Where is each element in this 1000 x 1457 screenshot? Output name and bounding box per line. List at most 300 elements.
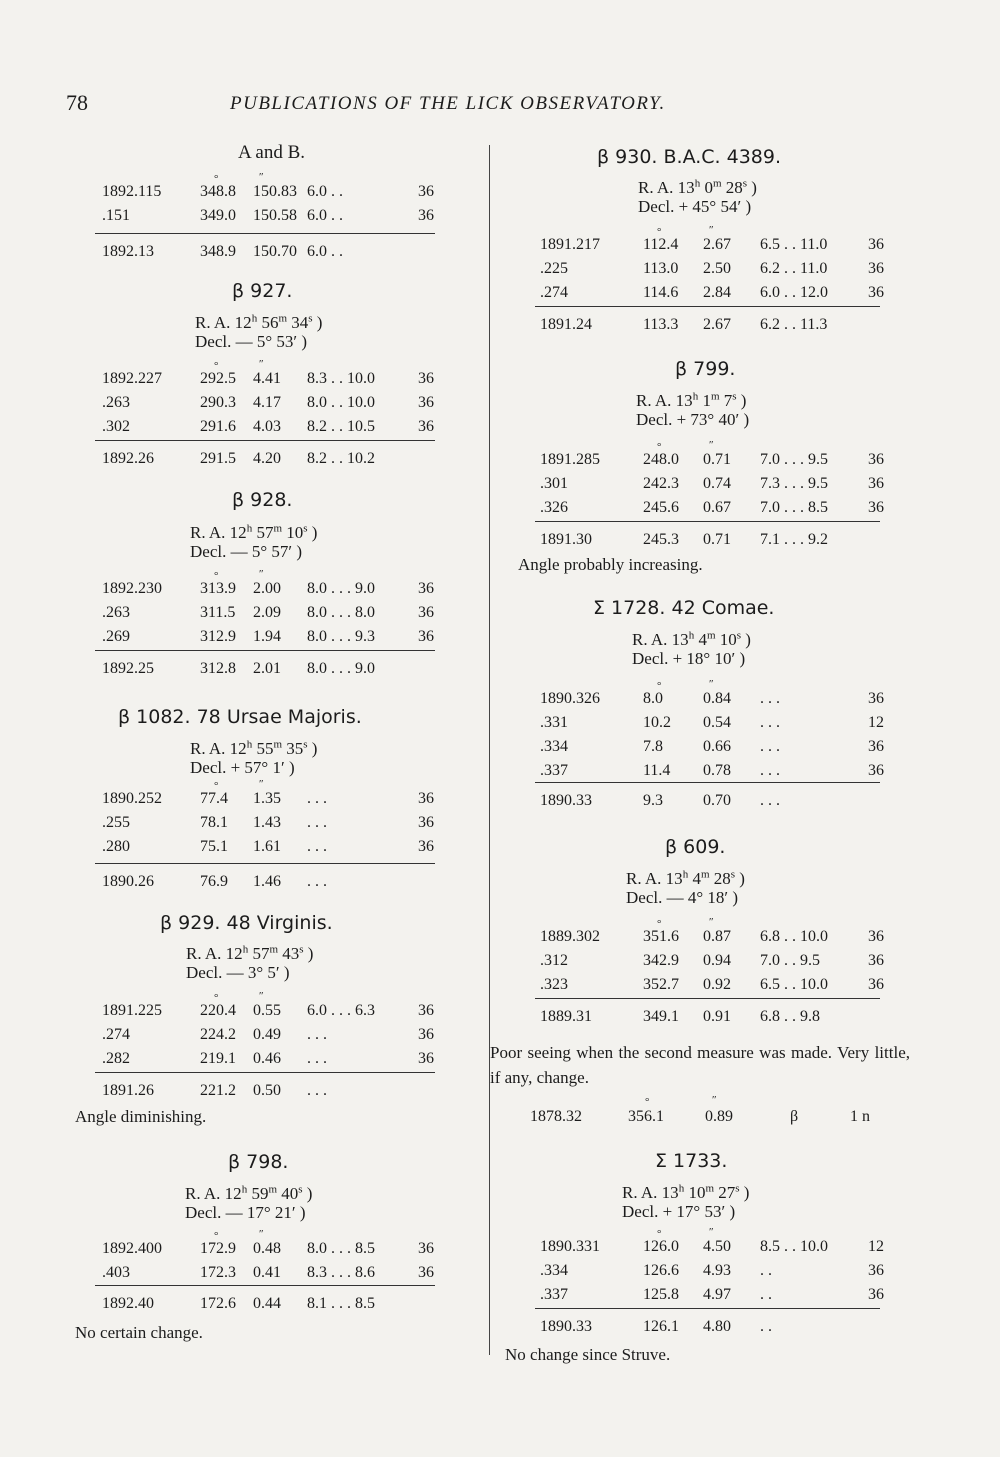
observation-row-cell: 8.0 . . 10.0 <box>307 394 375 411</box>
star-title: β 927. <box>232 280 293 302</box>
ra-seconds: 7 <box>719 391 733 410</box>
arcsec-mark: ″ <box>712 1094 717 1106</box>
mean-row-cell: 1889.31 <box>540 1008 592 1025</box>
observation-row-cell: 11.4 <box>643 762 671 779</box>
brace-bottom: ) <box>739 410 750 429</box>
observation-row-cell: .282 <box>102 1050 130 1067</box>
mean-row-cell: 150.70 <box>253 243 297 260</box>
arcsec-mark: ″ <box>259 171 264 183</box>
right-ascension <box>638 178 757 197</box>
arcsec-mark: ″ <box>259 990 264 1002</box>
decl-value: Decl. + 57° 1′ <box>190 758 285 777</box>
ra-minutes: 1 <box>698 391 711 410</box>
observation-row-cell: 311.5 <box>200 604 236 621</box>
observation-row-cell: 0.94 <box>703 952 731 969</box>
mean-row-cell: . . . <box>760 792 780 809</box>
ra-minutes: 10 <box>684 1183 706 1202</box>
observation-row-cell: 348.8 <box>200 183 236 200</box>
observation-row-cell: . . <box>760 1262 772 1279</box>
decl-value: Decl. — 17° 21′ <box>185 1203 296 1222</box>
ra-hours: R. A. 12 <box>190 739 247 758</box>
brace-top: ) <box>739 1183 750 1202</box>
mean-row-cell: 1890.26 <box>102 873 154 890</box>
mean-rule <box>535 1308 880 1309</box>
observation-row-cell: 6.0 . . <box>307 183 343 200</box>
ra-second-unit: s <box>735 1182 740 1195</box>
ra-hour-unit: h <box>682 868 689 881</box>
declination <box>622 1202 749 1221</box>
mean-row-cell: 0.44 <box>253 1295 281 1312</box>
observation-row-cell: 292.5 <box>200 370 236 387</box>
star-title: β 930. B.A.C. 4389. <box>597 146 782 168</box>
observation-row-cell: 8.0 . . . 8.0 <box>307 604 375 621</box>
ra-hour-unit: h <box>688 629 695 642</box>
observation-row-cell: 126.6 <box>643 1262 679 1279</box>
declination <box>190 758 317 777</box>
arcsec-mark: ″ <box>259 778 264 790</box>
observation-row-cell: . . . <box>760 714 780 731</box>
mean-row-cell: 1890.33 <box>540 792 592 809</box>
mean-row-cell: 113.3 <box>643 316 679 333</box>
observation-row-cell: 2.09 <box>253 604 281 621</box>
observation-row-cell: .337 <box>540 762 568 779</box>
observation-row-cell: 36 <box>418 1002 434 1019</box>
mean-rule <box>535 998 880 999</box>
observation-row-cell: 36 <box>418 790 434 807</box>
brace-bottom: ) <box>295 1203 306 1222</box>
ra-minutes: 4 <box>688 869 701 888</box>
declination <box>195 332 322 351</box>
observation-row-cell: .403 <box>102 1264 130 1281</box>
ra-hours: R. A. 13 <box>638 178 695 197</box>
mean-row-cell: 4.20 <box>253 450 281 467</box>
observation-row-cell: 349.0 <box>200 207 236 224</box>
degree-mark: ° <box>214 780 219 792</box>
ra-hour-unit: h <box>242 943 249 956</box>
degree-mark: ° <box>214 360 219 372</box>
ra-minute-unit: m <box>278 312 287 325</box>
declination <box>185 1203 312 1222</box>
observation-row-cell: 125.8 <box>643 1286 679 1303</box>
arcsec-mark: ″ <box>259 358 264 370</box>
observation-row-cell: 0.92 <box>703 976 731 993</box>
mean-row-cell: 126.1 <box>643 1318 679 1335</box>
observation-row-cell: 4.17 <box>253 394 281 411</box>
mean-row-cell: 349.1 <box>643 1008 679 1025</box>
remark: Angle probably increasing. <box>518 555 703 574</box>
mean-row-cell: 7.1 . . . 9.2 <box>760 531 828 548</box>
observation-row-cell: . . <box>760 1286 772 1303</box>
observation-row-cell: 0.78 <box>703 762 731 779</box>
observation-row-cell: 0.48 <box>253 1240 281 1257</box>
right-ascension <box>185 1184 312 1203</box>
ra-seconds: 40 <box>277 1184 299 1203</box>
observation-row-cell: .326 <box>540 499 568 516</box>
observation-row-cell: 150.58 <box>253 207 297 224</box>
star-title: A and B. <box>238 142 306 163</box>
degree-mark: ° <box>657 680 662 692</box>
observation-row-cell: .280 <box>102 838 130 855</box>
ra-hours: R. A. 13 <box>636 391 693 410</box>
observation-row-cell: 12 <box>868 1238 884 1255</box>
observation-row-cell: 245.6 <box>643 499 679 516</box>
observation-row-cell: .331 <box>540 714 568 731</box>
brace-top: ) <box>747 178 757 197</box>
observation-row-cell: 4.03 <box>253 418 281 435</box>
ra-seconds: 10 <box>715 630 737 649</box>
observation-row-cell: 2.84 <box>703 284 731 301</box>
observation-row-cell: 6.0 . . . 6.3 <box>307 1002 375 1019</box>
observation-row-cell: 150.83 <box>253 183 297 200</box>
arcsec-mark: ″ <box>259 568 264 580</box>
observation-row-cell: 7.0 . . 9.5 <box>760 952 820 969</box>
ra-hours: R. A. 12 <box>185 1184 242 1203</box>
mean-row-cell: 9.3 <box>643 792 663 809</box>
observation-row-cell: 7.0 . . . 8.5 <box>760 499 828 516</box>
mean-row-cell: 1892.26 <box>102 450 154 467</box>
mean-row-cell: 4.80 <box>703 1318 731 1335</box>
mean-row-cell: 6.0 . . <box>307 243 343 260</box>
mean-rule <box>95 1072 435 1073</box>
mean-rule <box>95 863 435 864</box>
remark: No change since Struve. <box>505 1345 671 1364</box>
right-ascension <box>190 523 317 542</box>
mean-row-cell: 2.67 <box>703 316 731 333</box>
mean-row-cell: 221.2 <box>200 1082 236 1099</box>
observation-row-cell: 36 <box>418 1026 434 1043</box>
mean-row-cell: 1892.25 <box>102 660 154 677</box>
ra-hour-unit: h <box>678 1182 685 1195</box>
mean-row-cell: . . <box>760 1318 772 1335</box>
observation-row-cell: 1890.326 <box>540 690 600 707</box>
degree-mark: ° <box>657 226 662 238</box>
brace-top: ) <box>741 630 751 649</box>
degree-mark: ° <box>214 992 219 1004</box>
ra-minutes: 0 <box>700 178 713 197</box>
ra-hour-unit: h <box>694 177 701 190</box>
observation-row-cell: 36 <box>868 1286 884 1303</box>
observation-row-cell: 75.1 <box>200 838 228 855</box>
observation-row-cell: 1.35 <box>253 790 281 807</box>
observation-row-cell: 36 <box>868 762 884 779</box>
observation-row-cell: 0.71 <box>703 451 731 468</box>
star-title: Σ 1733. <box>655 1150 728 1172</box>
brace-top: ) <box>736 391 747 410</box>
observation-row-cell: 172.9 <box>200 1240 236 1257</box>
brace-top: ) <box>307 739 318 758</box>
observation-row-cell: 242.3 <box>643 475 679 492</box>
mean-row-cell: 2.01 <box>253 660 281 677</box>
ra-second-unit: s <box>736 629 742 642</box>
brace-bottom: ) <box>735 649 746 668</box>
star-title: β 799. <box>675 358 736 380</box>
observation-row-cell: 6.0 . . <box>307 207 343 224</box>
remark: Angle diminishing. <box>75 1107 207 1126</box>
observation-row-cell: 7.3 . . . 9.5 <box>760 475 828 492</box>
observation-row-cell: 4.41 <box>253 370 281 387</box>
observation-row-cell: 6.0 . . 12.0 <box>760 284 828 301</box>
coordinates <box>185 1184 312 1222</box>
ra-seconds: 27 <box>714 1183 736 1202</box>
degree-mark: ° <box>657 441 662 453</box>
mean-row-cell: 76.9 <box>200 873 228 890</box>
observation-row-cell: 0.55 <box>253 1002 281 1019</box>
observation-row-cell: 290.3 <box>200 394 236 411</box>
arcsec-mark: ″ <box>709 678 714 690</box>
ra-minute-unit: m <box>710 390 720 403</box>
ra-second-unit: s <box>732 390 737 403</box>
earlier-measure-row-cell: 1878.32 <box>530 1108 582 1125</box>
ra-minute-unit: m <box>706 629 716 642</box>
brace-bottom: ) <box>728 888 739 907</box>
observation-row-cell: 36 <box>868 738 884 755</box>
brace-bottom: ) <box>284 758 295 777</box>
remark: No certain change. <box>75 1323 203 1342</box>
ra-minutes: 55 <box>252 739 274 758</box>
observation-row-cell: 0.67 <box>703 499 731 516</box>
ra-hour-unit: h <box>246 522 253 535</box>
ra-minutes: 56 <box>257 313 279 332</box>
observation-row-cell: 312.9 <box>200 628 236 645</box>
arcsec-mark: ″ <box>709 916 714 928</box>
observation-row-cell: 36 <box>418 1240 434 1257</box>
observation-row-cell: 2.67 <box>703 236 731 253</box>
ra-second-unit: s <box>742 177 748 190</box>
observation-row-cell: 36 <box>418 207 434 224</box>
mean-row-cell: 1890.33 <box>540 1318 592 1335</box>
right-ascension <box>632 630 751 649</box>
coordinates <box>190 739 317 777</box>
observation-row-cell: 10.2 <box>643 714 671 731</box>
observation-row-cell: 1892.227 <box>102 370 162 387</box>
observation-row-cell: 8.0 . . . 9.0 <box>307 580 375 597</box>
brace-top: ) <box>307 523 318 542</box>
ra-minute-unit: m <box>273 522 282 535</box>
ra-minute-unit: m <box>705 1182 714 1195</box>
degree-mark: ° <box>645 1096 650 1108</box>
observation-row-cell: 224.2 <box>200 1026 236 1043</box>
observation-row-cell: 78.1 <box>200 814 228 831</box>
brace-bottom: ) <box>725 1202 736 1221</box>
ra-minutes: 57 <box>248 944 270 963</box>
right-ascension <box>636 391 749 410</box>
observation-row-cell: 2.50 <box>703 260 731 277</box>
observation-row-cell: 219.1 <box>200 1050 236 1067</box>
ra-minute-unit: m <box>712 177 722 190</box>
mean-row-cell: 1891.24 <box>540 316 592 333</box>
decl-value: Decl. + 18° 10′ <box>632 649 736 668</box>
observation-row-cell: 220.4 <box>200 1002 236 1019</box>
observation-row-cell: . . . <box>307 790 327 807</box>
observation-row-cell: 36 <box>868 475 884 492</box>
observation-row-cell: 0.74 <box>703 475 731 492</box>
observation-row-cell: 6.8 . . 10.0 <box>760 928 828 945</box>
declination <box>638 197 757 216</box>
observation-row-cell: 36 <box>868 952 884 969</box>
star-title: β 1082. 78 Ursae Majoris. <box>118 706 362 728</box>
observation-row-cell: .263 <box>102 604 130 621</box>
mean-rule <box>535 306 880 307</box>
observation-row-cell: 36 <box>418 628 434 645</box>
observation-row-cell: 2.00 <box>253 580 281 597</box>
decl-value: Decl. — 5° 53′ <box>195 332 298 351</box>
observation-row-cell: 36 <box>418 394 434 411</box>
ra-hours: R. A. 13 <box>626 869 683 888</box>
degree-mark: ° <box>657 1228 662 1240</box>
observation-row-cell: 1891.285 <box>540 451 600 468</box>
ra-hour-unit: h <box>251 312 258 325</box>
observation-row-cell: .337 <box>540 1286 568 1303</box>
ra-minute-unit: m <box>273 738 282 751</box>
observation-row-cell: 36 <box>418 418 434 435</box>
observation-row-cell: .151 <box>102 207 130 224</box>
observation-row-cell: 4.50 <box>703 1238 731 1255</box>
star-title: β 928. <box>232 489 293 511</box>
brace-top: ) <box>302 1184 313 1203</box>
observation-row-cell: 313.9 <box>200 580 236 597</box>
decl-value: Decl. + 73° 40′ <box>636 410 740 429</box>
ra-second-unit: s <box>303 738 308 751</box>
observation-row-cell: 77.4 <box>200 790 228 807</box>
ra-seconds: 43 <box>278 944 300 963</box>
ra-minutes: 57 <box>252 523 274 542</box>
observation-row-cell: .263 <box>102 394 130 411</box>
ra-hours: R. A. 12 <box>195 313 252 332</box>
ra-hour-unit: h <box>692 390 699 403</box>
earlier-measure-row-cell: 356.1 <box>628 1108 664 1125</box>
mean-row-cell: 0.70 <box>703 792 731 809</box>
observation-row-cell: 342.9 <box>643 952 679 969</box>
observation-row-cell: 8.2 . . 10.5 <box>307 418 375 435</box>
degree-mark: ° <box>214 570 219 582</box>
observation-row-cell: 172.3 <box>200 1264 236 1281</box>
observation-row-cell: .301 <box>540 475 568 492</box>
page-number: 78 <box>66 90 88 115</box>
star-title: β 798. <box>228 1151 289 1173</box>
earlier-measure-row-cell: 0.89 <box>705 1108 733 1125</box>
ra-second-unit: s <box>299 943 304 956</box>
coordinates <box>190 523 317 561</box>
arcsec-mark: ″ <box>709 224 714 236</box>
mean-row-cell: 6.8 . . 9.8 <box>760 1008 820 1025</box>
right-ascension <box>190 739 317 758</box>
mean-rule <box>95 440 435 441</box>
mean-row-cell: 245.3 <box>643 531 679 548</box>
right-ascension <box>195 313 322 332</box>
observation-row-cell: 36 <box>868 260 884 277</box>
ra-minutes: 59 <box>247 1184 269 1203</box>
observation-row-cell: 36 <box>868 284 884 301</box>
coordinates <box>636 391 749 429</box>
mean-row-cell: 1.46 <box>253 873 281 890</box>
ra-hours: R. A. 12 <box>190 523 247 542</box>
mean-row-cell: 172.6 <box>200 1295 236 1312</box>
mean-row-cell: 1892.13 <box>102 243 154 260</box>
running-head: PUBLICATIONS OF THE LICK OBSERVATORY. <box>230 93 666 114</box>
declination <box>632 649 751 668</box>
observation-row-cell: . . . <box>760 762 780 779</box>
observation-row-cell: 0.46 <box>253 1050 281 1067</box>
observation-row-cell: 1892.400 <box>102 1240 162 1257</box>
observation-row-cell: .312 <box>540 952 568 969</box>
mean-row-cell: 8.2 . . 10.2 <box>307 450 375 467</box>
star-title: β 929. 48 Virginis. <box>160 912 333 934</box>
ra-minute-unit: m <box>700 868 710 881</box>
observation-row-cell: 8.5 . . 10.0 <box>760 1238 828 1255</box>
observation-row-cell: 8.3 . . . 8.6 <box>307 1264 375 1281</box>
observation-row-cell: 6.5 . . 10.0 <box>760 976 828 993</box>
observation-row-cell: 8.3 . . 10.0 <box>307 370 375 387</box>
declination <box>626 888 745 907</box>
ra-minutes: 4 <box>694 630 707 649</box>
observation-row-cell: .269 <box>102 628 130 645</box>
mean-row-cell: 348.9 <box>200 243 236 260</box>
observation-row-cell: 36 <box>418 604 434 621</box>
coordinates <box>632 630 751 668</box>
degree-mark: ° <box>214 1230 219 1242</box>
observation-row-cell: 351.6 <box>643 928 679 945</box>
ra-second-unit: s <box>298 1183 303 1196</box>
observation-row-cell: .255 <box>102 814 130 831</box>
observation-row-cell: 291.6 <box>200 418 236 435</box>
degree-mark: ° <box>657 918 662 930</box>
ra-seconds: 28 <box>709 869 731 888</box>
observation-row-cell: .225 <box>540 260 568 277</box>
mean-row-cell: 1892.40 <box>102 1295 154 1312</box>
observation-row-cell: 0.87 <box>703 928 731 945</box>
observation-row-cell: 1.61 <box>253 838 281 855</box>
decl-value: Decl. — 4° 18′ <box>626 888 729 907</box>
mean-rule <box>95 650 435 651</box>
declination <box>636 410 749 429</box>
ra-minute-unit: m <box>269 943 278 956</box>
brace-bottom: ) <box>297 332 308 351</box>
ra-second-unit: s <box>730 868 736 881</box>
observation-row-cell: . . . <box>307 1026 327 1043</box>
mean-row-cell: 0.71 <box>703 531 731 548</box>
observation-row-cell: 6.2 . . 11.0 <box>760 260 828 277</box>
arcsec-mark: ″ <box>709 1226 714 1238</box>
observation-row-cell: 8.0 . . . 8.5 <box>307 1240 375 1257</box>
observation-row-cell: . . . <box>307 1050 327 1067</box>
observation-row-cell: . . . <box>307 814 327 831</box>
observation-row-cell: 1892.230 <box>102 580 162 597</box>
right-ascension <box>622 1183 749 1202</box>
mean-row-cell: 0.50 <box>253 1082 281 1099</box>
ra-minute-unit: m <box>268 1183 277 1196</box>
coordinates <box>622 1183 749 1221</box>
right-ascension <box>186 944 313 963</box>
arcsec-mark: ″ <box>259 1228 264 1240</box>
observation-row-cell: 36 <box>418 580 434 597</box>
brace-top: ) <box>735 869 745 888</box>
observation-row-cell: 36 <box>868 690 884 707</box>
observation-row-cell: 36 <box>418 838 434 855</box>
observation-row-cell: 1892.115 <box>102 183 162 200</box>
observation-row-cell: .302 <box>102 418 130 435</box>
ra-hour-unit: h <box>241 1183 248 1196</box>
ra-second-unit: s <box>308 312 313 325</box>
mean-row-cell: 1891.30 <box>540 531 592 548</box>
brace-bottom: ) <box>292 542 303 561</box>
observation-row-cell: 112.4 <box>643 236 679 253</box>
observation-row-cell: 36 <box>868 976 884 993</box>
coordinates <box>186 944 313 982</box>
observation-row-cell: 0.66 <box>703 738 731 755</box>
brace-top: ) <box>312 313 323 332</box>
observation-row-cell: 113.0 <box>643 260 679 277</box>
earlier-measure-row-cell: 1 n <box>850 1108 870 1125</box>
